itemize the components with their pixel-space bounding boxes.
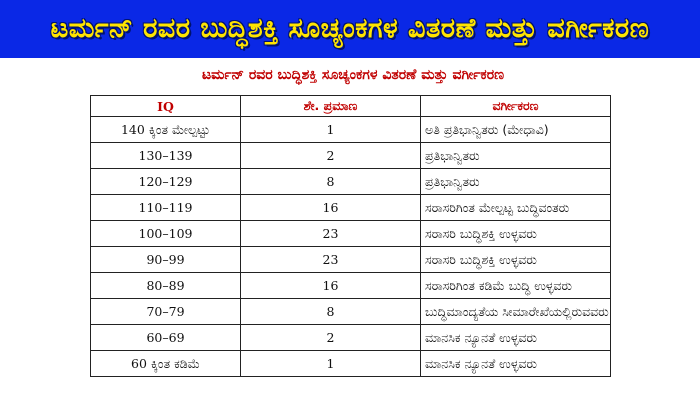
classification-cell: ಸರಾಸರಿಗಿಂತ ಕಡಿಮೆ ಬುದ್ಧಿ ಉಳ್ಳವರು bbox=[421, 273, 611, 299]
iq-distribution-table bbox=[90, 95, 611, 377]
percent-cell: 23 bbox=[241, 221, 421, 247]
classification-cell: ಪ್ರತಿಭಾನ್ವಿತರು bbox=[421, 143, 611, 169]
header-percent: ಶೇ. ಪ್ರಮಾಣ bbox=[241, 96, 421, 117]
table-header-row bbox=[91, 96, 611, 117]
title-banner bbox=[0, 0, 700, 58]
classification-cell: ಅತಿ ಪ್ರತಿಭಾನ್ವಿತರು (ಮೇಧಾವಿ) bbox=[421, 117, 611, 143]
header-iq: IQ bbox=[91, 96, 241, 117]
classification-cell: ಪ್ರತಿಭಾನ್ವಿತರು bbox=[421, 169, 611, 195]
percent-cell: 8 bbox=[241, 299, 421, 325]
iq-range-cell: 60–69 bbox=[91, 325, 241, 351]
percent-cell: 23 bbox=[241, 247, 421, 273]
table-row bbox=[91, 195, 611, 221]
header-classification: ವರ್ಗೀಕರಣ bbox=[421, 96, 611, 117]
table-row bbox=[91, 273, 611, 299]
table-row bbox=[91, 299, 611, 325]
percent-cell: 16 bbox=[241, 273, 421, 299]
iq-range-cell: 130–139 bbox=[91, 143, 241, 169]
banner-title: ಟರ್ಮನ್ ರವರ ಬುದ್ಧಿಶಕ್ತಿ ಸೂಚ್ಯಂಕಗಳ ವಿತರಣೆ ಮತ್ತು ವರ್ಗೀಕರಣ bbox=[50, 13, 650, 44]
percent-cell: 1 bbox=[241, 351, 421, 377]
classification-cell: ಮಾನಸಿಕ ನ್ಯೂನತೆ ಉಳ್ಳವರು bbox=[421, 351, 611, 377]
classification-cell: ಸರಾಸರಿ ಬುದ್ಧಿಶಕ್ತಿ ಉಳ್ಳವರು bbox=[421, 247, 611, 273]
percent-cell: 16 bbox=[241, 195, 421, 221]
table-row bbox=[91, 143, 611, 169]
iq-range-cell: 120–129 bbox=[91, 169, 241, 195]
table-row bbox=[91, 221, 611, 247]
table-row bbox=[91, 169, 611, 195]
iq-range-cell: 80–89 bbox=[91, 273, 241, 299]
classification-cell: ಸರಾಸರಿ ಬುದ್ಧಿಶಕ್ತಿ ಉಳ್ಳವರು bbox=[421, 221, 611, 247]
table-row bbox=[91, 325, 611, 351]
percent-cell: 8 bbox=[241, 169, 421, 195]
classification-cell: ಸರಾಸರಿಗಿಂತ ಮೇಲ್ಪಟ್ಟ ಬುದ್ಧಿವಂತರು bbox=[421, 195, 611, 221]
iq-range-cell: 60 ಕ್ಕಿಂತ ಕಡಿಮೆ bbox=[91, 351, 241, 377]
table-row bbox=[91, 351, 611, 377]
iq-range-cell: 70–79 bbox=[91, 299, 241, 325]
table-caption: ಟರ್ಮನ್ ರವರ ಬುದ್ಧಿಶಕ್ತಿ ಸೂಚ್ಯಂಕಗಳ ವಿತರಣೆ ಮತ್ತು ವರ್ಗೀಕರಣ bbox=[201, 67, 505, 83]
iq-range-cell: 90–99 bbox=[91, 247, 241, 273]
table-row bbox=[91, 117, 611, 143]
iq-range-cell: 100–109 bbox=[91, 221, 241, 247]
table-row bbox=[91, 247, 611, 273]
iq-range-cell: 110–119 bbox=[91, 195, 241, 221]
percent-cell: 1 bbox=[241, 117, 421, 143]
classification-cell: ಮಾನಸಿಕ ನ್ಯೂನತೆ ಉಳ್ಳವರು bbox=[421, 325, 611, 351]
classification-cell: ಬುದ್ಧಿಮಾಂದ್ಯತೆಯ ಸೀಮಾರೇಖೆಯಲ್ಲಿರುವವರು bbox=[421, 299, 611, 325]
percent-cell: 2 bbox=[241, 325, 421, 351]
percent-cell: 2 bbox=[241, 143, 421, 169]
iq-range-cell: 140 ಕ್ಕಿಂತ ಮೇಲ್ಪಟ್ಟು bbox=[91, 117, 241, 143]
